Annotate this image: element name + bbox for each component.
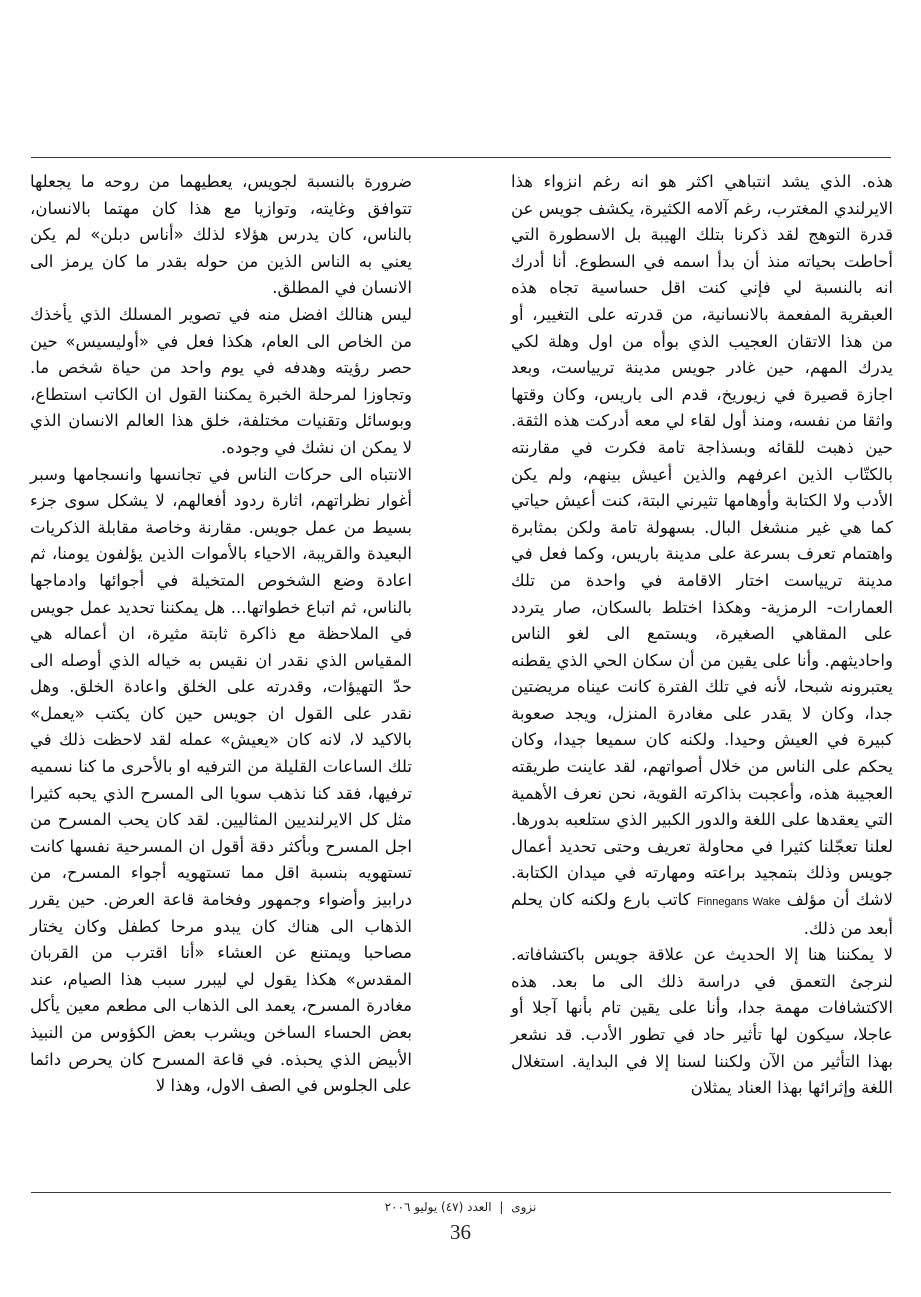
paragraph-text: كاتب بارع ولكنه كان يحلم أبعد من ذلك. — [511, 890, 893, 938]
paragraph: لا يمكننا هنا إلا الحديث عن علاقة جويس باكتشافاته. لنرجئ التعمق في دراسة ذلك الى ما بعد. هذه الاكتشافات مهمة جدا، وأنا على يقين تام بأنها آجلا أو عاجلا، سيكون لها تأثير حاد في تطور الأدب. قد نشعر بهذا التأثير من الآن ولكننا لسنا إلا في البداية. استغلال اللغة وإثرائها بهذا العناد يمثلان — [511, 945, 893, 1098]
book-title: Finnegans Wake — [696, 896, 781, 909]
page-number: 36 — [450, 1220, 471, 1244]
paragraph: ضرورة بالنسبة لجويس، يعطيهما من روحه ما يجعلها تتوافق وغايته، وتوازيا مع هذا كان مهتما بالانسان، بالناس، كان يدرس هؤلاء لذلك «أناس دبلن» لم يكن يعني به الناس الذين من حوله بقدر ما كان يرمز الى الانسان في المطلق. — [30, 172, 412, 298]
footer-separator: | — [499, 1200, 504, 1214]
paragraph-text: هذه. الذي يشد انتباهي اكثر هو انه رغم انزواء هذا الايرلندي المغترب، رغم آلامه الكثيرة، يكشف جويس عن قدرة التوهج لقد ذكرنا بتلك الهيبة بل الاسطورة التي أحاطت بحياته منذ أن بدأ اسمه في السطوع. أنا أدرك انه بالنسبة لي فإني كنت اقل حساسية تجاه هذه العبقرية المفعمة بالانسانية، من قدرته على التغيير، أو من هذا الاتقان العجيب الذي بوأه من اول وهلة لكي يدرك المهم، حين غادر جويس مدينة تريياست، وبعد اجازة قصيرة في زيوريخ، قدم الى باريس، وكان وقتها واثقا من نفسه، ومنذ أول لقاء لي معه أدركت هذه الثقة. حين ذهبت للقائه وبسذاجة تامة فكرت في مقارنته بالكتّاب الذين اعرفهم والذين أعيش بينهم، ولم يكن الأدب ولا الكتابة وأوهامها تثيرني البتة، كنت أعيش حياتي كما هي غير منشغل البال. بسهولة تامة ولكن بمثابرة واهتمام تعرف بسرعة على مدينة باريس، وكما فعل في مدينة تريياست اختار الاقامة في واحدة من تلك العمارات- الرمزية- وهكذا اختلط بالسكان، صار يتردد على المقاهي الصغيرة، ويستمع الى لغو الناس واحاديثهم. وأنا على يقين من أن سكان الحي الذي يقطنه يعتبرونه شبحا، لأنه في تلك الفترة كانت عيناه مريضتين جدا، وكان لا يقدر على مغادرة المنزل، ويجد صعوبة كبيرة في العيش وحيدا. ولكنه كان سميعا جيدا، وكان يحكم على الناس من خلال أصواتهم، لقد عاينت طريقته العجيبة هذه، وأعجبت بذاكرته القوية، نحن نعرف الأهمية التي يعقدها على اللغة والدور الكبير الذي ستلعبه بدورها. لعلنا تعجّلنا كثيرا في محاولة تعريف وحتى تحديد أعمال جويس وذلك بتمجيد براعته ومهارته في ميدان الكتابة. لاشك أن مؤلف — [511, 172, 893, 910]
footer-divider — [31, 1192, 891, 1193]
article-column-right — [511, 169, 893, 1102]
top-divider — [31, 157, 891, 158]
paragraph: الانتباه الى حركات الناس في تجانسها وانسجامها وسبر أغوار نظراتهم، اثارة ردود أفعالهم، لا يشكل سوى جزء بسيط من عمل جويس. مقارنة وخاصة مقابلة الذكريات البعيدة والقريبة، الاحياء بالأموات الذين يؤلفون يومنا، ثم اعادة وضع الشخوص المتخيلة في أجوائها وادماجها بالناس، ثم اتباع خطواتها... هل يمكننا تحديد عمل جويس في الملاحظة مع ذاكرة ثابتة مثيرة، ان أعماله هي المقياس الذي نقدر ان نقيس به خياله الذي أوصله الى حدّ التهيؤات، وقدرته على الخلق واعادة الخلق. وهل نقدر على القول ان جويس حين كان يكتب «يعمل» بالاكيد لا، لانه كان «يعيش» عمله لقد لاحظت ذلك في تلك الساعات القليلة من الترفيه او بالأحرى ما كنا نسميه ترفيها، فقد كنا نذهب سويا الى المسرح الذي يحبه كثيرا مثل كل الايرلنديين المثاليين. لقد كان يحب المسرح من اجل المسرح وبأكثر دقة أقول ان المسرحية نفسها كانت تستهويه بنسبة اقل مما تستهويه أجواء المسرح، من درابيز وأضواء وجمهور وفخامة قاعة العرض. حين يقرر الذهاب الى هناك كان يبدو مرحا كطفل وكان يختار مصاحبا ويمتنع عن العشاء «أنا اقترب من القربان المقدس» هكذا يقول لي ليبرر سبب هذا الصيام، عند مغادرة المسرح، يعمد الى الذهاب الى مطعم معين يأكل بعض الحساء الساخن ويشرب بعض الكؤوس من النبيذ الأبيض الذي يحبذه. في قاعة المسرح كان يحرص دائما على الجلوس في الصف الاول، وهذا لا — [30, 464, 412, 1096]
issue-info: العدد (٤٧) يوليو ٢٠٠٦ — [384, 1200, 492, 1214]
paragraph: ليس هنالك افضل منه في تصوير المسلك الذي يأخذك من الخاص الى العام، هكذا فعل في «أوليسيس» حين حصر رؤيته وهدفه في يوم واحد من حياة شخص ما. وتجاوزا لمرحلة الخبرة يمكننا القول ان الكاتب استطاع، وبوسائل وتقنيات مختلفة، خلق هذا العالم الانسان الذي لا يمكن ان نشك في وجوده. — [30, 304, 412, 457]
running-footer — [0, 1200, 921, 1214]
article-column-left — [30, 169, 412, 1100]
magazine-name: نزوى — [511, 1200, 537, 1214]
paragraph — [511, 169, 893, 942]
